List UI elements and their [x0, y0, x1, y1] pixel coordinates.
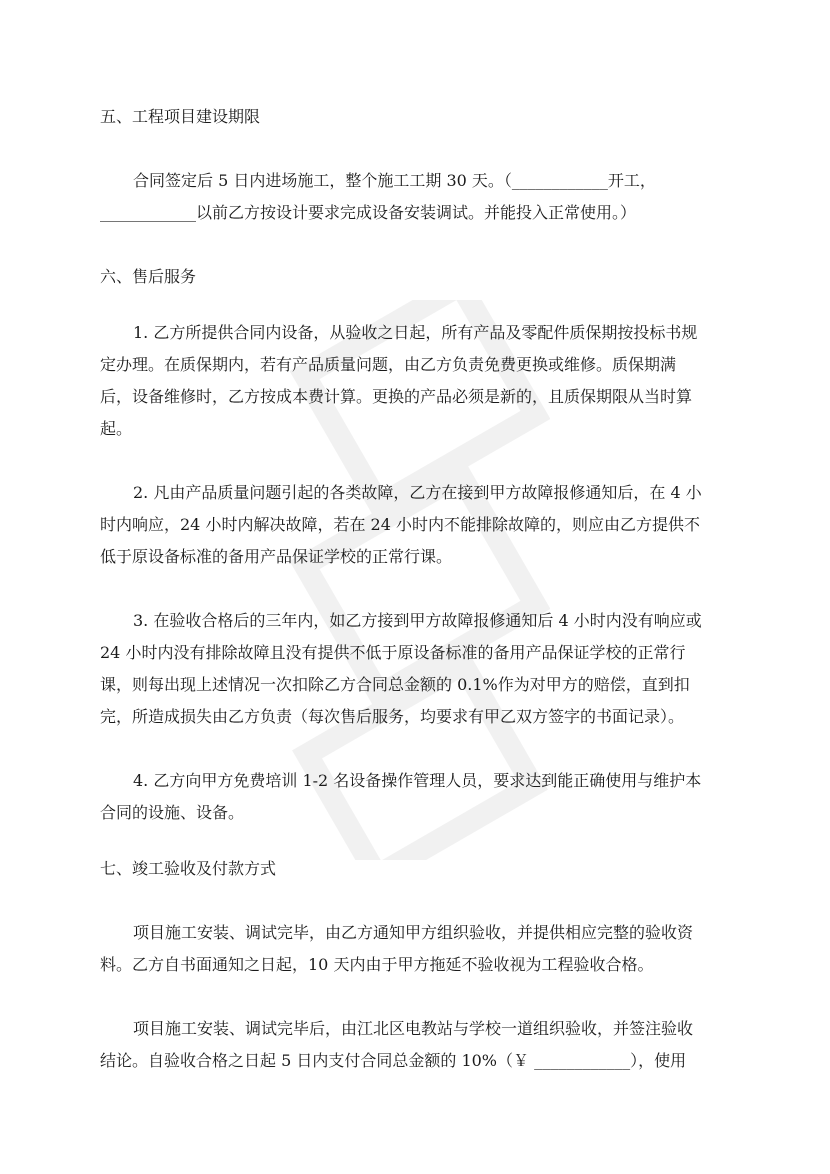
section-5-line: 合同签定后 5 日内进场施工，整个施工工期 30 天。（____________开工，	[133, 171, 656, 190]
section-7-para-1-line: 项目施工安装、调试完毕，由乙方通知甲方组织验收，并提供相应完整的验收资	[133, 923, 694, 942]
clause-4-line: 4. 乙方向甲方免费培训 1-2 名设备操作管理人员，要求达到能正确使用与维护本	[133, 771, 702, 790]
clause-3-line: 课，则每出现上述情况一次扣除乙方合同总金额的 0.1%作为对甲方的赔偿，直到扣	[100, 675, 690, 694]
clause-2-line: 时内响应，24 小时内解决故障，若在 24 小时内不能排除故障的，则应由乙方提供不	[100, 515, 700, 534]
section-7-heading: 七、竣工验收及付款方式	[100, 859, 277, 878]
clause-3-line: 完，所造成损失由乙方负责（每次售后服务，均要求有甲乙双方签字的书面记录）。	[100, 707, 685, 726]
section-5-heading: 五、工程项目建设期限	[100, 107, 261, 126]
clause-1-line: 起。	[100, 419, 133, 438]
section-5-line: ____________以前乙方按设计要求完成设备安装调试。并能投入正常使用。）	[100, 203, 637, 222]
section-7-para-2-line: 项目施工安装、调试完毕后，由江北区电教站与学校一道组织验收，并签注验收	[133, 1019, 694, 1038]
section-7-para-1-line: 料。乙方自书面通知之日起，10 天内由于甲方拖延不验收视为工程验收合格。	[100, 955, 654, 974]
clause-1-line: 后，设备维修时，乙方按成本费计算。更换的产品必须是新的，且质保期限从当时算	[100, 387, 693, 406]
clause-1-line: 定办理。在质保期内，若有产品质量问题，由乙方负责免费更换或维修。质保期满	[100, 355, 677, 374]
clause-3-line: 24 小时内没有排除故障且没有提供不低于原设备标准的备用产品保证学校的正常行	[100, 643, 686, 662]
clause-3-line: 3. 在验收合格后的三年内，如乙方接到甲方故障报修通知后 4 小时内没有响应或	[133, 611, 702, 630]
clause-2-line: 2. 凡由产品质量问题引起的各类故障，乙方在接到甲方故障报修通知后，在 4 小	[133, 483, 702, 502]
section-6-heading: 六、售后服务	[100, 267, 197, 286]
clause-4-line: 合同的设施、设备。	[100, 803, 245, 822]
clause-1-line: 1. 乙方所提供合同内设备，从验收之日起，所有产品及零配件质保期按投标书规	[133, 323, 698, 342]
section-7-para-2-line: 结论。自验收合格之日起 5 日内支付合同总金额的 10%（￥ ____________），使用	[100, 1051, 687, 1070]
clause-2-line: 低于原设备标准的备用产品保证学校的正常行课。	[100, 547, 453, 566]
